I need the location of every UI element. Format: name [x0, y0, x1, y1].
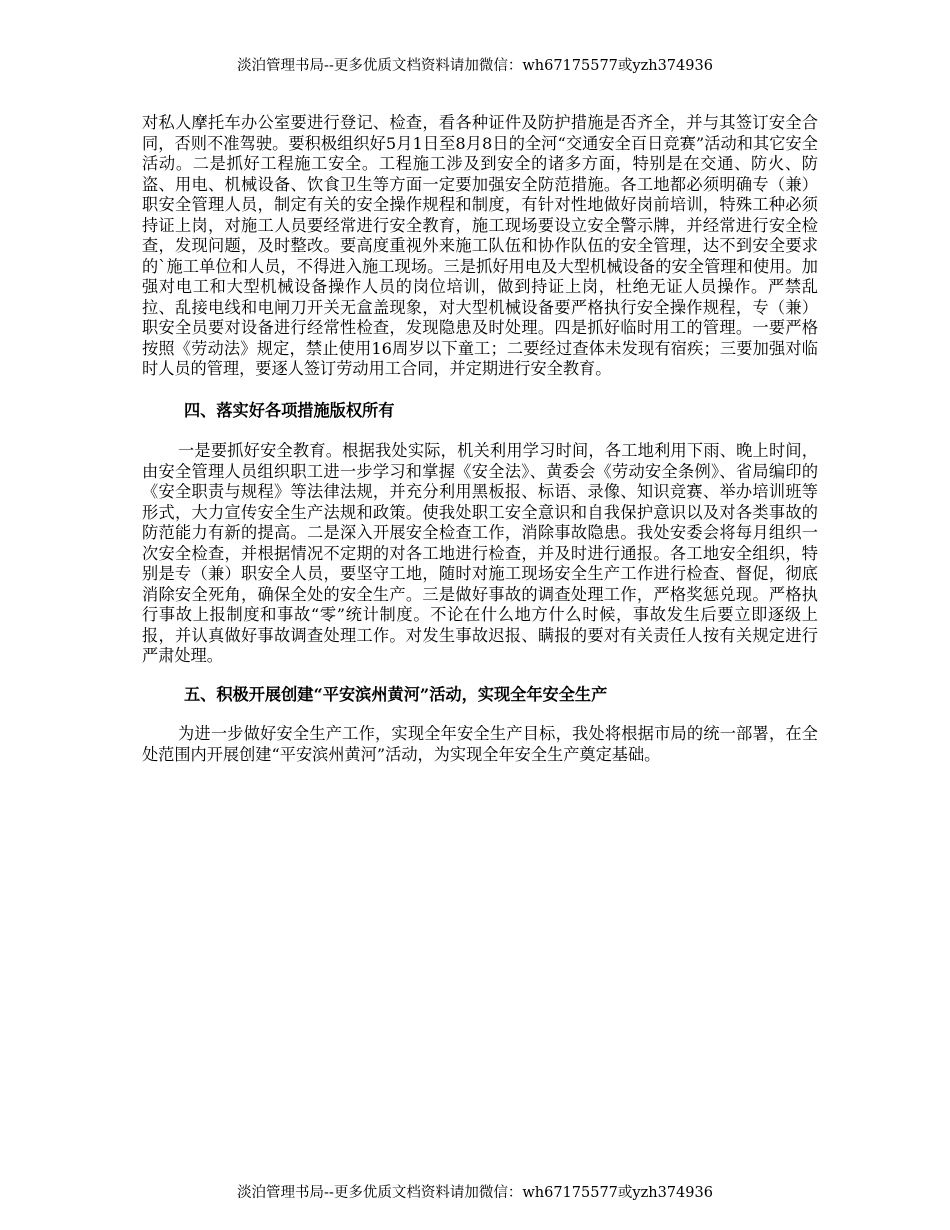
document-body [142, 113, 818, 765]
body-paragraph-5: 为进一步做好安全生产工作，实现全年安全生产目标，我处将根据市局的统一部署，在全处范围内开展创建“平安滨州黄河”活动，为实现全年安全生产奠定基础。 [142, 724, 818, 764]
page-header: 淡泊管理书局--更多优质文档资料请加微信：wh67175577或yzh374936 [237, 58, 713, 74]
body-paragraph-4: 一是要抓好安全教育。根据我处实际，机关利用学习时间，各工地利用下雨、晚上时间，由安全管理人员组织职工进一步学习和掌握《安全法》、黄委会《劳动安全条例》、省局编印的《安全职责与规程》等法律法规，并充分利用黑板报、标语、录像、知识竞赛、举办培训班等形式，大力宣传安全生产法规和政策。使我处职工安全意识和自我保护意识以及对各类事故的防范能力有新的提高。二是深入开展安全检查工作，消除事故隐患。我处安委会将每月组织一次安全检查，并根据情况不定期的对各工地进行检查，并及时进行通报。各工地安全组织，特别是专（兼）职安全人员，要坚守工地，随时对施工现场安全生产工作进行检查、督促，彻底消除安全死角，确保全处的安全生产。三是做好事故的调查处理工作，严格奖惩兑现。严格执行事故上报制度和事故“零”统计制度。不论在什么地方什么时候，事故发生后要立即逐级上报，并认真做好事故调查处理工作。对发生事故迟报、瞒报的要对有关责任人按有关规定进行严肃处理。 [142, 441, 818, 665]
section-heading-5: 五、积极开展创建“平安滨州黄河”活动，实现全年安全生产 [184, 684, 608, 704]
section-heading-4: 四、落实好各项措施版权所有 [184, 400, 395, 420]
page-footer: 淡泊管理书局--更多优质文档资料请加微信：wh67175577或yzh374936 [237, 1185, 713, 1201]
body-paragraph-continuation: 对私人摩托车办公室要进行登记、检查，看各种证件及防护措施是否齐全，并与其签订安全合同，否则不准驾驶。要积极组织好5月1日至8月8日的全河“交通安全百日竞赛”活动和其它安全活动。二是抓好工程施工安全。工程施工涉及到安全的诸多方面，特别是在交通、防火、防盗、用电、机械设备、饮食卫生等方面一定要加强安全防范措施。各工地都必须明确专（兼）职安全管理人员，制定有关的安全操作规程和制度，有针对性地做好岗前培训，特殊工种必须持证上岗，对施工人员要经常进行安全教育，施工现场要设立安全警示牌，并经常进行安全检查，发现问题，及时整改。要高度重视外来施工队伍和协作队伍的安全管理，达不到安全要求的`施工单位和人员，不得进入施工现场。三是抓好用电及大型机械设备的安全管理和使用。加强对电工和大型机械设备操作人员的岗位培训，做到持证上岗，杜绝无证人员操作。严禁乱拉、乱接电线和电闸刀开关无盒盖现象，对大型机械设备要严格执行安全操作规程，专（兼）职安全员要对设备进行经常性检查，发现隐患及时处理。四是抓好临时用工的管理。一要严格按照《劳动法》规定，禁止使用16周岁以下童工；二要经过查体未发现有宿疾；三要加强对临时人员的管理，要逐人签订劳动用工合同，并定期进行安全教育。 [142, 113, 818, 378]
